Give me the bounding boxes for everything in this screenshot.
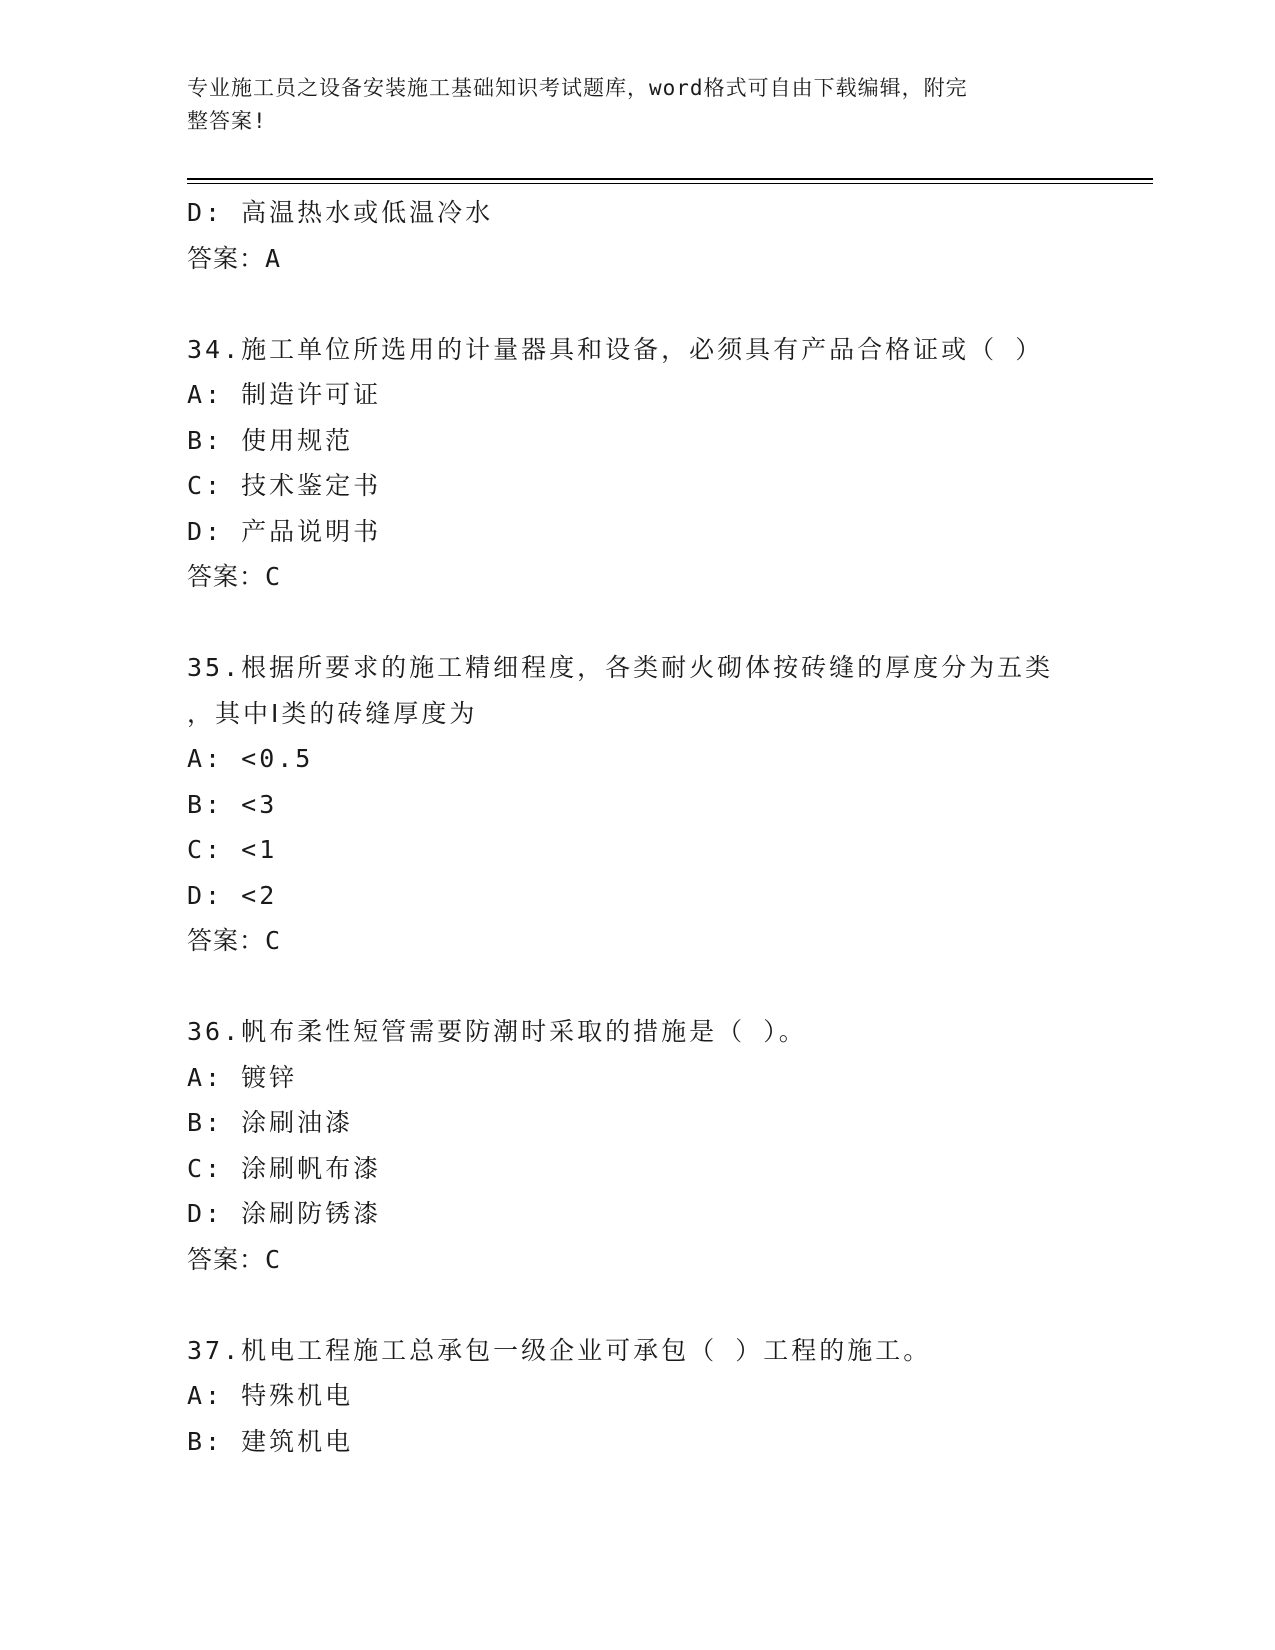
option-d: D: 产品说明书 [187,516,382,546]
header-divider-thick [187,178,1153,180]
question-title: 34.施工单位所选用的计量器具和设备，必须具有产品合格证或（ ） [187,334,1044,364]
answer-label: 答案： [187,926,266,955]
prev-answer [187,236,1087,282]
option-a: A: 镀锌 [187,1062,298,1092]
answer-value: C [265,1244,282,1274]
answer-label: 答案： [187,1244,266,1274]
question-35 [187,645,1087,964]
answer [187,918,1087,964]
option-d: D: <2 [187,880,278,910]
question-37 [187,1328,1087,1465]
answer-label: 答案： [187,243,266,273]
option-a: A: 特殊机电 [187,1381,354,1410]
header-line-2: 整答案! [187,109,267,133]
document-header [187,72,1067,138]
answer-value: C [265,562,282,591]
question-title: 37.机电工程施工总承包一级企业可承包（ ）工程的施工。 [187,1335,932,1365]
answer-value: C [265,926,282,955]
answer-label: 答案： [187,562,266,591]
question-title: 36.帆布柔性短管需要防潮时采取的措施是（ ）。 [187,1017,807,1046]
option-c: C: 涂刷帆布漆 [187,1153,382,1183]
header-line-1: 专业施工员之设备安装施工基础知识考试题库，word格式可自由下载编辑，附完 [187,76,968,100]
prev-option-d: D: 高温热水或低温冷水 [187,198,494,227]
question-content [187,190,1087,1464]
question-34 [187,327,1087,600]
option-d: D: 涂刷防锈漆 [187,1199,382,1228]
option-c: C: <1 [187,835,278,864]
header-divider-thin [187,183,1153,184]
answer-value: A [265,243,282,273]
option-a: A: 制造许可证 [187,380,382,409]
option-a: A: <0.5 [187,744,314,773]
option-c: C: 技术鉴定书 [187,471,382,500]
option-b: B: 建筑机电 [187,1426,354,1456]
question-title-line-2: ，其中Ⅰ类的砖缝厚度为 [187,698,478,728]
option-b: B: 涂刷油漆 [187,1108,354,1137]
option-b: B: <3 [187,789,278,819]
answer [187,1237,1087,1283]
question-36 [187,1009,1087,1282]
question-title-line-1: 35.根据所要求的施工精细程度，各类耐火砌体按砖缝的厚度分为五类 [187,653,1054,682]
answer [187,554,1087,600]
option-b: B: 使用规范 [187,425,354,455]
